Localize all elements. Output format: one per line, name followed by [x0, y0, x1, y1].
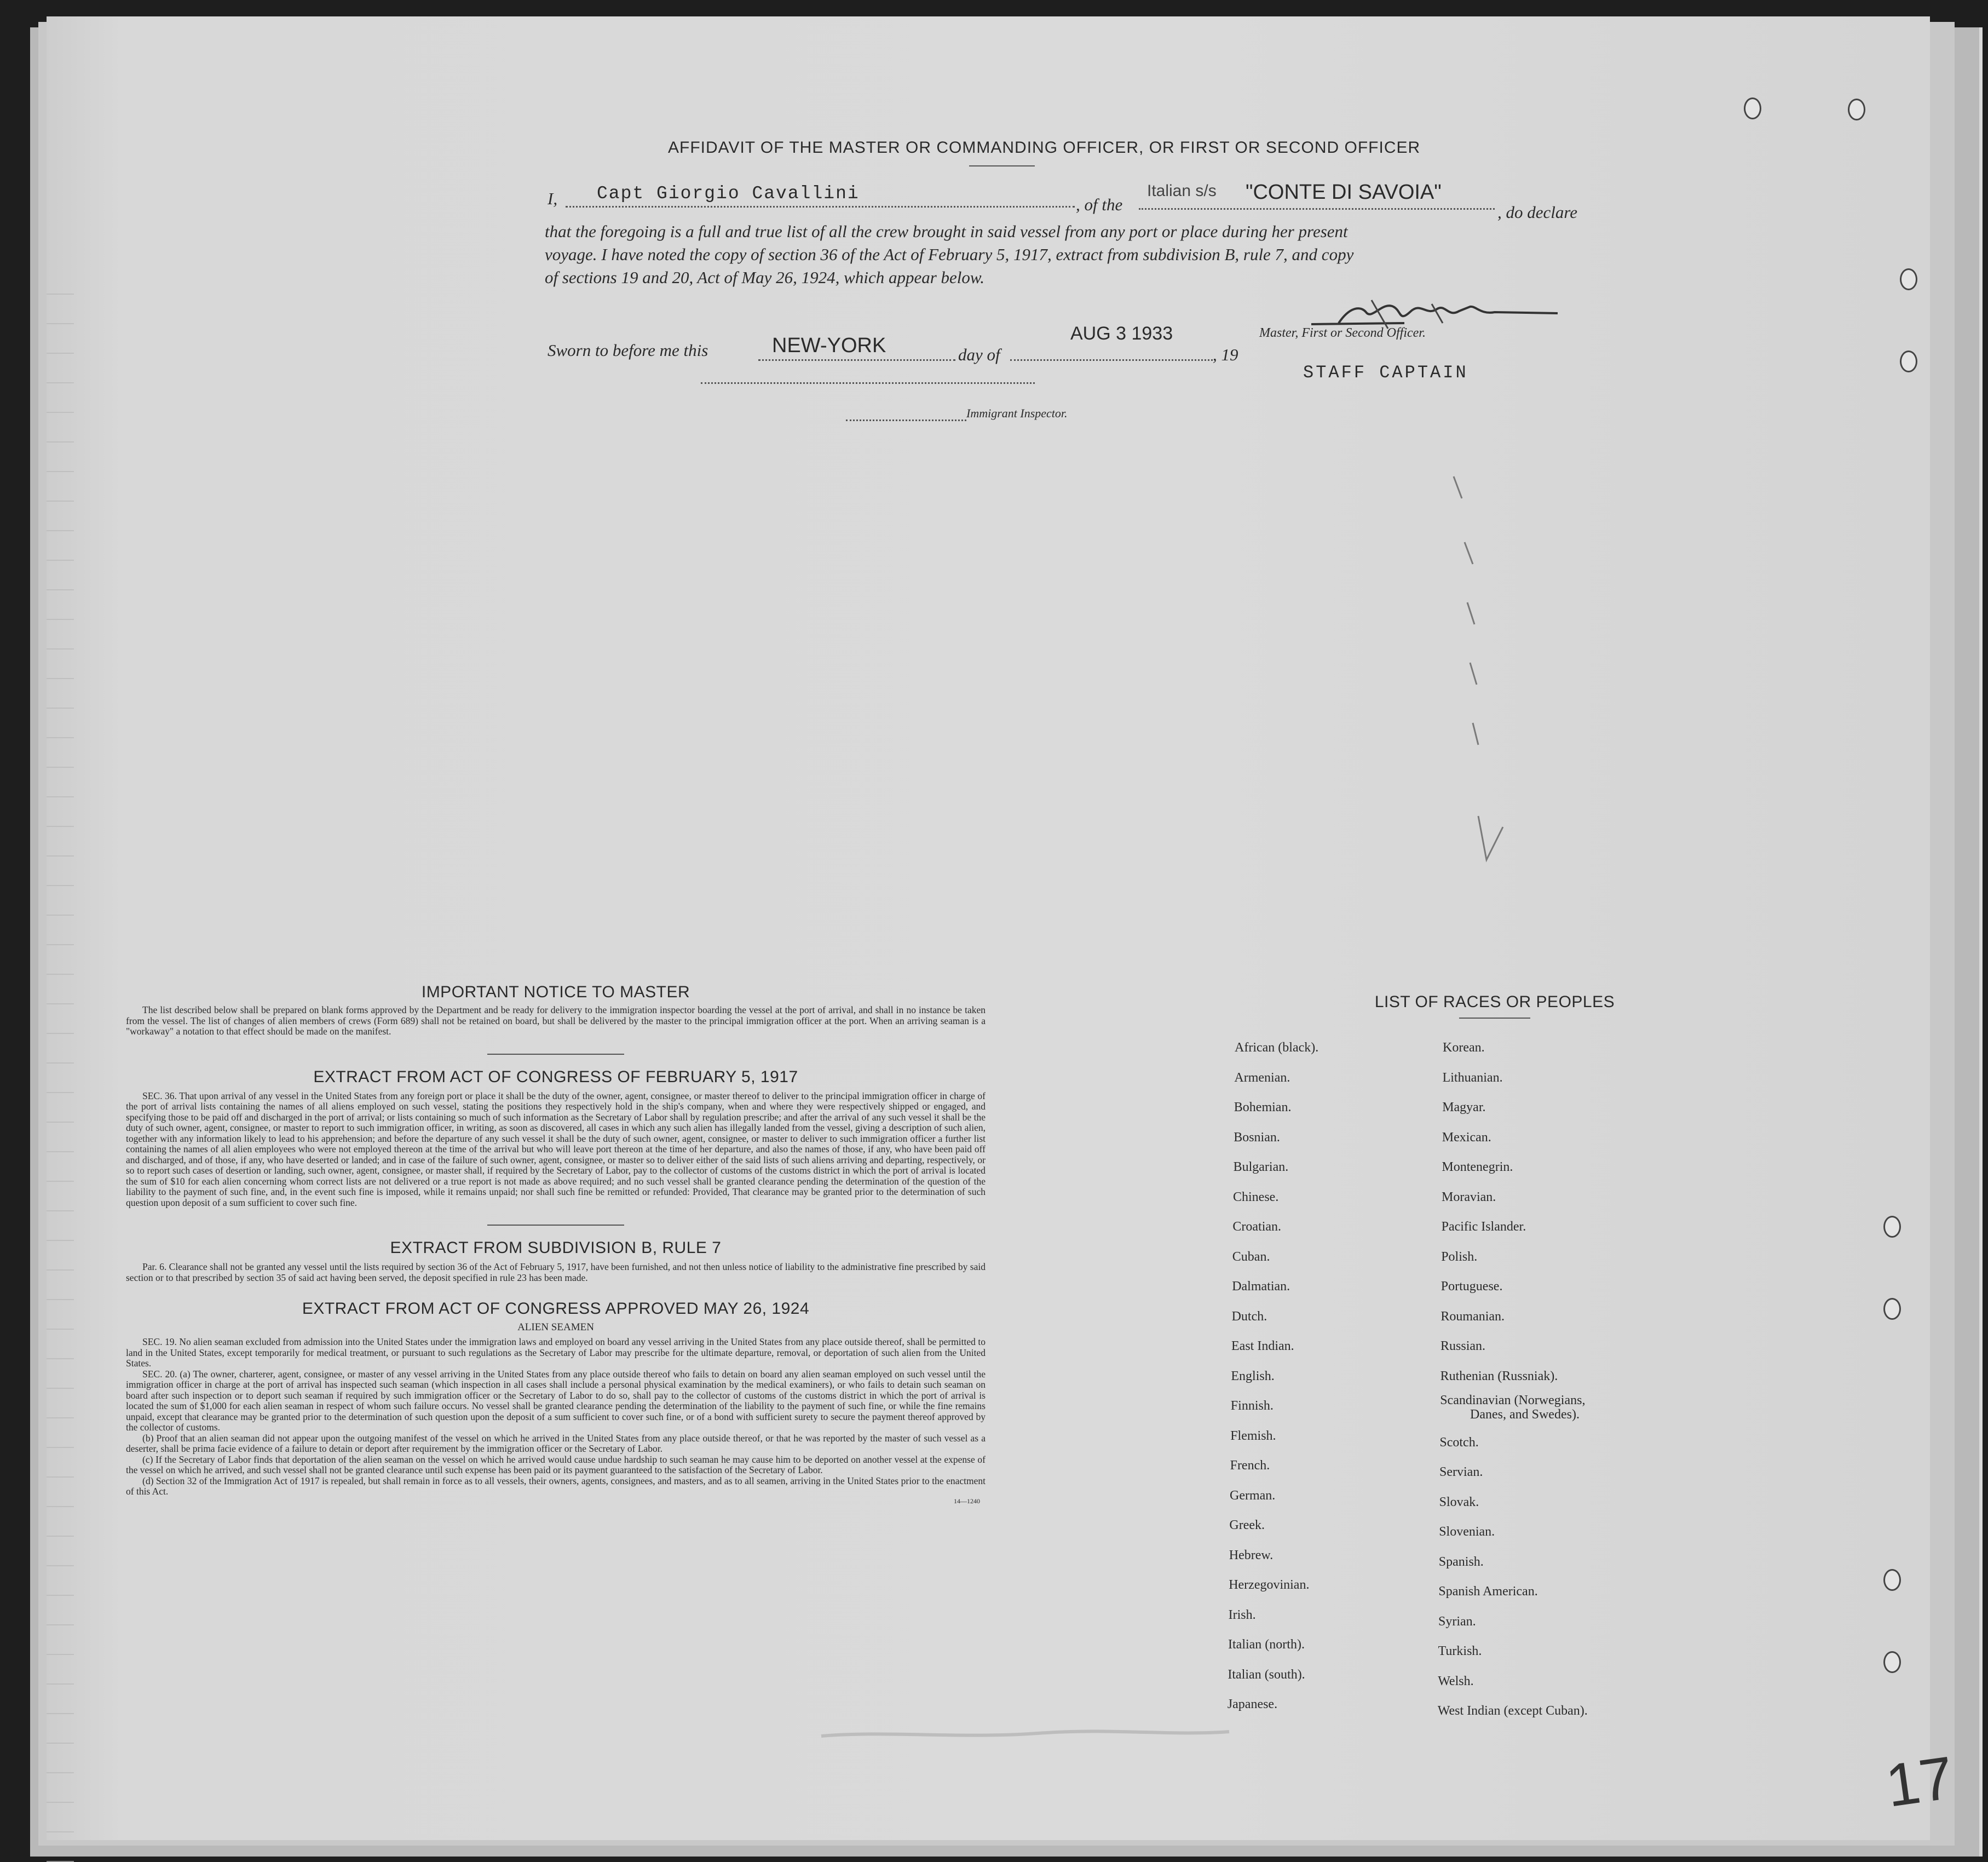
divider — [487, 1054, 624, 1055]
race-item: Spanish American. — [1438, 1584, 1538, 1599]
sworn-label: Sworn to before me this — [548, 341, 708, 360]
notice-body: The list described below shall be prepared on blank forms approved by the Department and be ready for delivery to the immigration inspector boarding the vessel at the port of arrival, and shall in no instance be taken from the vessel. The list of changes of alien members of crews (Form 689) shall not be retained on board, but shall be delivered by the master to the principal immigration officer at the port. When an arriving seaman is a "workaway" a notation to that effect should be made on the manifest. — [126, 1004, 986, 1037]
extract-1924-heading: EXTRACT FROM ACT OF CONGRESS APPROVED MAY 26, 1924 — [302, 1300, 810, 1318]
divider — [969, 165, 1035, 166]
page-number: 17 — [1882, 1744, 1958, 1820]
punch-hole — [1883, 1216, 1901, 1238]
affidavit-statement — [545, 220, 1596, 289]
statement-line-2: voyage. I have noted the copy of section 36 of the Act of February 5, 1917, extract from subdivision B, rule 7, and copy — [545, 245, 1354, 264]
race-item: Pacific Islander. — [1441, 1220, 1526, 1234]
race-item: Greek. — [1229, 1518, 1265, 1532]
affidavit-title: AFFIDAVIT OF THE MASTER OR COMMANDING OFFICER, OR FIRST OR SECOND OFFICER — [668, 139, 1421, 157]
race-item: East Indian. — [1231, 1339, 1294, 1353]
race-item: Bulgarian. — [1233, 1160, 1289, 1174]
pencil-marks — [1448, 465, 1525, 904]
divider — [487, 1225, 624, 1226]
race-item: Cuban. — [1232, 1249, 1270, 1264]
race-item: Hebrew. — [1229, 1548, 1274, 1562]
race-item: Flemish. — [1230, 1428, 1276, 1443]
punch-hole — [1883, 1298, 1901, 1320]
punch-hole — [1900, 268, 1917, 290]
race-item: Korean. — [1443, 1041, 1485, 1055]
punch-hole — [1883, 1651, 1901, 1673]
margin-grid — [47, 274, 74, 1862]
do-declare-label: , do declare — [1497, 203, 1578, 222]
race-item: Syrian. — [1438, 1614, 1476, 1629]
race-item: Moravian. — [1442, 1189, 1496, 1204]
race-item: Scandinavian (Norwegians, — [1440, 1393, 1586, 1407]
race-item: Slovak. — [1439, 1495, 1479, 1509]
race-item: Dalmatian. — [1232, 1279, 1290, 1294]
notice-section — [126, 983, 986, 1505]
extract-1917-body: SEC. 36. That upon arrival of any vessel in the United States from any foreign port or place it shall be the duty of the owner, agent, consignee, or master thereof to deliver to the principal immigration officer in charge of the port of arrival lists containing the names of all aliens employed on such vessel, stating the positions they respectively hold in the ship's company, when and where they were respectively shipped or engaged, and specifying those to be paid off and discharged in the port of arrival; or lists containing so much of such information as the Secretary of Labor shall by regulation prescribe; and after the arrival of any such vessel it shall be the duty of such owner, agent, consignee, or master to report to such immigration officer, in writing, as soon as discovered, all cases in which any such alien has illegally landed from the vessel, giving a description of such alien, together with any information likely to lead to his apprehension; and before the departure of any such vessel it shall be the duty of such owner, agent, consignee, or master to deliver to such immigration officer a further list containing the names of all alien employees who were not employed thereon at the time of the arrival but who will leave port thereon at the time of her departure, and also the names of those, if any, who have been paid off and discharged, and of those, if any, who have deserted or landed; and in case of the failure of such owner, agent, consignee, or master so to deliver either of the said lists of such aliens arriving and departing, respectively, or so to report such cases of desertion or landing, such owner, agent, consignee, or master shall, if required by the Secretary of Labor, pay to the collector of customs of the customs district in which the port of arrival is located the sum of $10 for each alien concerning whom correct lists are not delivered or a true report is not made as above required; and no such vessel shall be granted clearance pending the determination of the question of the liability to the payment of such fine, and, in the event such fine is imposed, while it remains unpaid; nor shall such fine be remitted or refunded: Provided, That clearance may be granted prior to the determination of such question upon deposit of a sum sufficient to cover such fine. — [126, 1090, 986, 1208]
race-item: Roumanian. — [1440, 1309, 1505, 1324]
subdivision-b-body: Par. 6. Clearance shall not be granted any vessel until the lists required by section 36 of the Act of February 5, 1917, have been furnished, and not then unless notice of liability to the administrative fine prescribed by said section or to that prescribed by section 35 of said act having been served, the deposit specified in rule 23 has been made. — [126, 1261, 986, 1283]
punch-hole — [1744, 97, 1761, 119]
alien-seamen-subheading: ALIEN SEAMEN — [517, 1321, 594, 1333]
statement-line-1: that the foregoing is a full and true list of all the crew brought in said vessel from any port or place during her present — [545, 222, 1348, 241]
race-item: Italian (south). — [1228, 1667, 1305, 1682]
sec-20c: (c) If the Secretary of Labor finds that deportation of the alien seaman on the vessel on which he arrived would cause undue hardship to such seaman he may cause him to be deported on another vessel at the expense of the vessel on which he arrived, and such vessel shall not be granted clearance until such expense has been paid or its payment guaranteed to the satisfaction of the Secretary of Labor. — [126, 1453, 986, 1475]
race-item: German. — [1230, 1488, 1276, 1503]
races-right-column — [1437, 1041, 1744, 1725]
race-item: Dutch. — [1231, 1309, 1267, 1324]
day-of-label: day of — [958, 345, 1000, 364]
inspector-dotted — [846, 400, 966, 421]
race-item: West Indian (except Cuban). — [1437, 1704, 1588, 1718]
race-item: Bohemian. — [1234, 1100, 1292, 1114]
officer-name: Capt Giorgio Cavallini — [597, 183, 860, 204]
year-prefix: , 19 — [1213, 345, 1238, 364]
statement-line-3: of sections 19 and 20, Act of May 26, 1924, which appear below. — [545, 268, 985, 287]
sworn-place: NEW-YORK — [772, 334, 886, 357]
faint-stamp — [819, 1720, 1235, 1747]
punch-hole — [1883, 1569, 1901, 1591]
race-item: Ruthenian (Russniak). — [1440, 1369, 1558, 1383]
race-item: Spanish. — [1438, 1554, 1484, 1569]
sec-20d: (d) Section 32 of the Immigration Act of 1917 is repealed, but shall remain in force as to all vessels, their owners, agents, consignees, and masters, and as to all seamen, arriving in the United States prior to the enactment of this Act. — [126, 1475, 986, 1497]
race-item: Croatian. — [1232, 1220, 1282, 1234]
race-item: Russian. — [1440, 1339, 1486, 1353]
inspector-line — [701, 378, 1035, 384]
race-item: French. — [1230, 1458, 1270, 1473]
race-item: Lithuanian. — [1442, 1070, 1503, 1085]
sec-20b: (b) Proof that an alien seaman did not appear upon the outgoing manifest of the vessel on which he arrived in the United States from any place outside thereof, or that he was reported by the master of such vessel as a deserter, shall be prima facie evidence of a failure to detain or deport after requirement by the immigration officer or the Secretary of Labor. — [126, 1432, 986, 1454]
race-item: Bosnian. — [1234, 1130, 1280, 1145]
of-the-label: , of the — [1076, 195, 1123, 214]
subdivision-b-heading: EXTRACT FROM SUBDIVISION B, RULE 7 — [390, 1239, 722, 1257]
race-item: Japanese. — [1227, 1697, 1278, 1711]
master-caption: Master, First or Second Officer. — [1259, 326, 1426, 340]
notice-heading: IMPORTANT NOTICE TO MASTER — [421, 983, 690, 1001]
sworn-date: AUG 3 1933 — [1070, 323, 1173, 344]
manifest-page — [47, 16, 1958, 1840]
race-item: Mexican. — [1442, 1130, 1491, 1145]
race-item: Chinese. — [1233, 1189, 1279, 1204]
vessel-name: "CONTE DI SAVOIA" — [1246, 181, 1442, 204]
race-item: Danes, and Swedes). — [1470, 1407, 1580, 1422]
divider — [1459, 1018, 1530, 1019]
sec-20a: SEC. 20. (a) The owner, charterer, agent, consignee, or master of any vessel arriving in the United States from any place outside thereof who fails to detain on board any alien seaman employed on such vessel until the immigration officer in charge at the port of arrival has inspected such seaman (which inspection in all cases shall include a personal physical examination by the medical examiners), or who fails to detain such seaman on board after such inspection or to deport such seaman if required by such immigration officer or the Secretary of Labor to do so, shall pay to the collector of customs of the customs district in which the port of arrival is located the sum of $1,000 for each alien seaman in respect of whom such failure occurs. No vessel shall be granted clearance pending the determination of the liability to the payment of such fine, or while the fine remains unpaid, except that clearance may be granted prior to the determination of such question upon the deposit of a sum sufficient to cover such fine, or of a bond with sufficient surety to secure the payment thereof approved by the collector of customs. — [126, 1368, 986, 1433]
race-item: Slovenian. — [1439, 1525, 1495, 1539]
race-item: Scotch. — [1439, 1435, 1479, 1450]
race-item: Servian. — [1439, 1465, 1483, 1479]
punch-hole — [1848, 99, 1865, 120]
extract-1917-heading: EXTRACT FROM ACT OF CONGRESS OF FEBRUARY 5, 1917 — [313, 1067, 798, 1086]
inspector-caption: Immigrant Inspector. — [966, 406, 1068, 420]
form-number: 14—1240 — [954, 1497, 980, 1505]
race-item: Portuguese. — [1440, 1279, 1503, 1294]
race-item: Herzegovinian. — [1229, 1578, 1310, 1592]
i-label: I, — [548, 189, 558, 208]
vessel-prefix: Italian s/s — [1147, 182, 1217, 200]
race-item: Italian (north). — [1228, 1637, 1305, 1652]
races-heading: LIST OF RACES OR PEOPLES — [1374, 993, 1615, 1011]
race-item: African (black). — [1235, 1041, 1319, 1055]
race-item: Magyar. — [1442, 1100, 1486, 1114]
punch-hole — [1900, 350, 1917, 372]
race-item: Montenegrin. — [1442, 1160, 1513, 1174]
race-item: Irish. — [1228, 1607, 1256, 1622]
race-item: Turkish. — [1438, 1644, 1482, 1658]
race-item: Welsh. — [1438, 1674, 1474, 1688]
race-item: Polish. — [1441, 1249, 1478, 1264]
race-item: English. — [1231, 1369, 1275, 1383]
sec-19: SEC. 19. No alien seaman excluded from admission into the United States under the immigration laws and employed on board any vessel arriving in the United States from any place outside thereof, shall be permitted to land in the United States, except temporarily for medical treatment, or pursuant to such regulations as the Secretary of Labor may prescribe for the ultimate departure, removal, or deportation of such alien from the United States. — [126, 1336, 986, 1369]
race-item: Armenian. — [1234, 1070, 1290, 1085]
race-item: Finnish. — [1230, 1399, 1274, 1413]
staff-title: STAFF CAPTAIN — [1303, 363, 1468, 383]
